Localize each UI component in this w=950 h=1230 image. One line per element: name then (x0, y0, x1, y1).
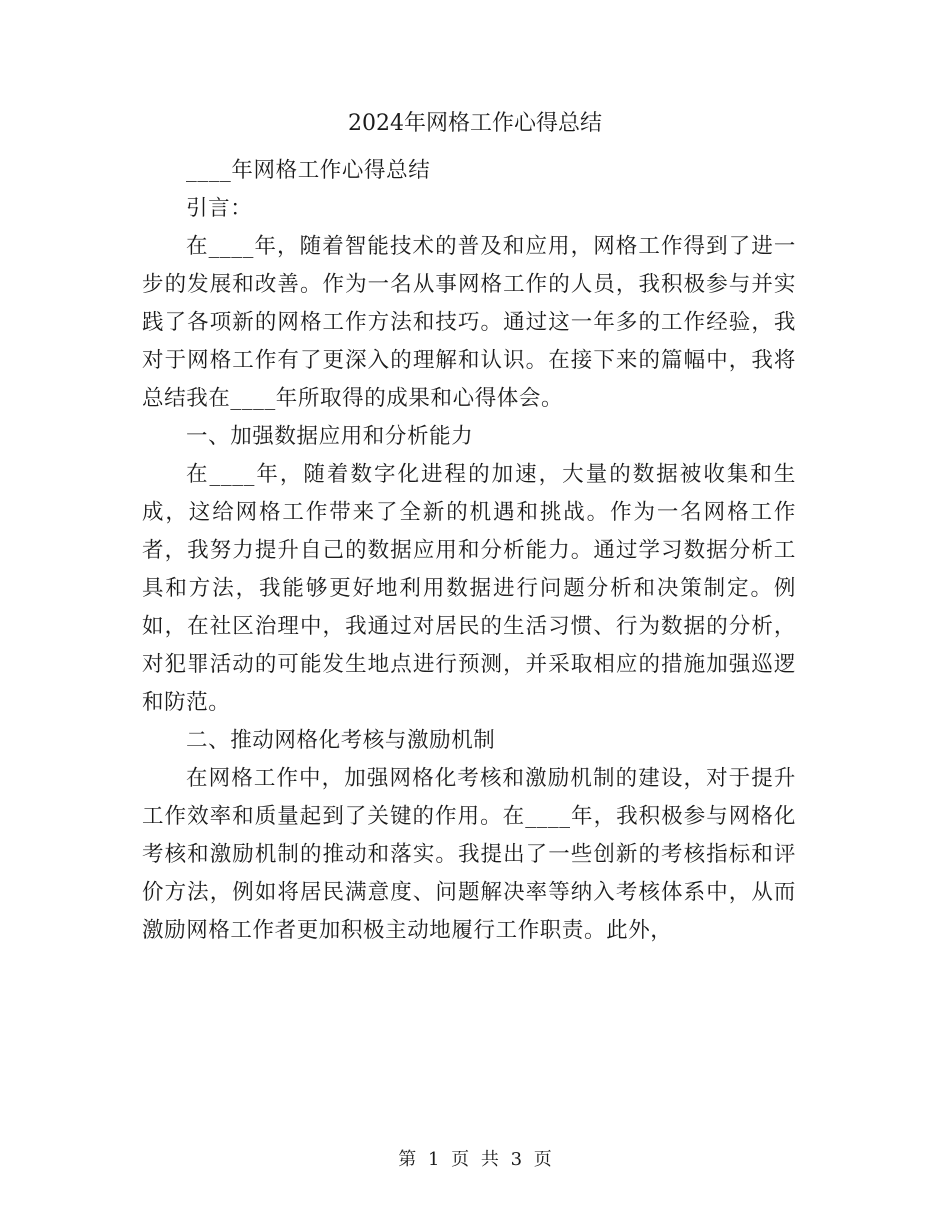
document-body (142, 152, 796, 950)
subtitle-paragraph: ____年网格工作心得总结 (186, 158, 431, 183)
document-title: 2024年网格工作心得总结 (348, 111, 602, 136)
page-footer: 第 1 页 共 3 页 (398, 1149, 552, 1170)
section-1-heading: 一、加强数据应用和分析能力 (186, 424, 474, 449)
intro-paragraph: 在____年，随着智能技术的普及和应用，网格工作得到了进一步的发展和改善。作为一名从事网格工作的人员，我积极参与并实践了各项新的网格工作方法和技巧。通过这一年多的工作经验，我对于网格工作有了更深入的理解和认识。在接下来的篇幅中，我将总结我在____年所取得的成果和心得体会。 (142, 234, 796, 411)
intro-heading: 引言： (186, 196, 253, 221)
section-2-paragraph: 在网格工作中，加强网格化考核和激励机制的建设，对于提升工作效率和质量起到了关键的作用。在____年，我积极参与网格化考核和激励机制的推动和落实。我提出了一些创新的考核指标和评价方法，例如将居民满意度、问题解决率等纳入考核体系中，从而激励网格工作者更加积极主动地履行工作职责。此外， (142, 766, 796, 943)
section-2-heading: 二、推动网格化考核与激励机制 (186, 728, 496, 753)
section-1-paragraph: 在____年，随着数字化进程的加速，大量的数据被收集和生成，这给网格工作带来了全新的机遇和挑战。作为一名网格工作者，我努力提升自己的数据应用和分析能力。通过学习数据分析工具和方法，我能够更好地利用数据进行问题分析和决策制定。例如，在社区治理中，我通过对居民的生活习惯、行为数据的分析，对犯罪活动的可能发生地点进行预测，并采取相应的措施加强巡逻和防范。 (142, 462, 796, 715)
